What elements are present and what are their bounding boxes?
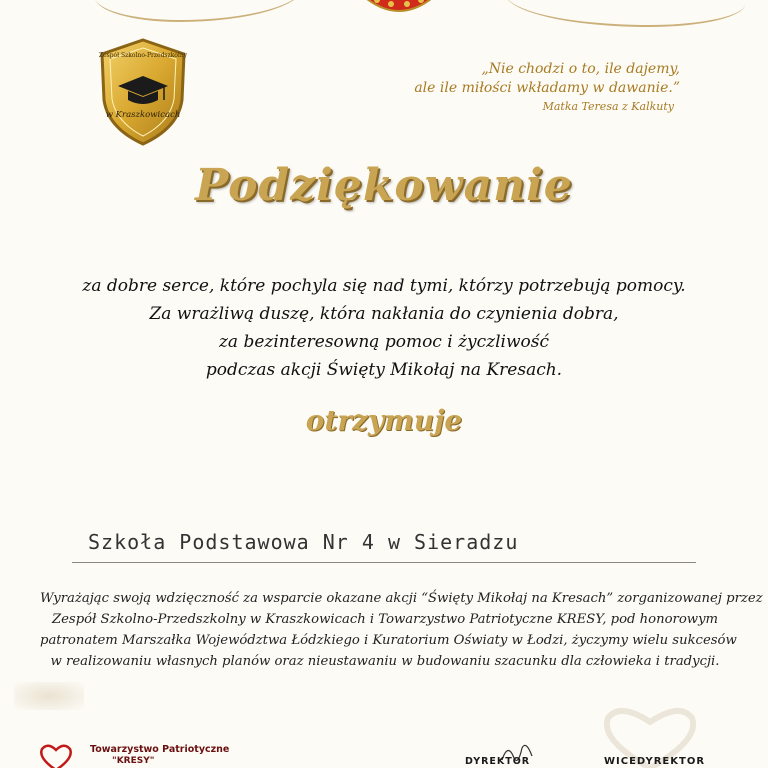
top-left-ribbon-decoration bbox=[95, 0, 305, 22]
recipient-name: Szkoła Podstawowa Nr 4 w Sieradzu bbox=[88, 530, 519, 554]
thanks-line-3: za bezinteresowną pomoc i życzliwość bbox=[218, 332, 550, 352]
recipient-underline bbox=[72, 562, 696, 563]
org-kresy: "KRESY" bbox=[112, 756, 155, 766]
thanks-line-1: za dobre serce, które pochyla się nad tymi, którzy potrzebują pomocy. bbox=[82, 276, 686, 296]
quote-block bbox=[380, 60, 680, 116]
paragraph-line-2: Zespół Szkolno-Przedszkolny w Kraszkowicach i Towarzystwo Patriotyczne KRESY, pod honorowym bbox=[51, 612, 719, 627]
thanks-line-2: Za wrażliwą duszę, która nakłania do czynienia dobra, bbox=[149, 304, 619, 324]
top-right-ribbon-decoration bbox=[505, 0, 745, 27]
page-title: Podziękowanie bbox=[195, 160, 573, 211]
school-emblem bbox=[98, 38, 188, 146]
vice-director-label: WICEDYREKTOR bbox=[604, 756, 706, 767]
gratitude-paragraph bbox=[40, 588, 763, 672]
quote-line-2: ale ile miłości wkładamy w dawanie.” bbox=[414, 80, 680, 96]
receives-label: otrzymuje bbox=[305, 404, 463, 437]
thanks-line-4: podczas akcji Święty Mikołaj na Kresach. bbox=[205, 360, 563, 380]
emblem-top-text: Zespół Szkolno-Przedszkolny bbox=[98, 52, 188, 59]
director-label: DYREKTOR bbox=[465, 756, 531, 767]
org-name: Towarzystwo Patriotyczne bbox=[90, 744, 230, 755]
santa-hat-ornament-icon bbox=[357, 0, 441, 18]
quote-author: Matka Teresa z Kalkuty bbox=[542, 100, 674, 113]
thanks-body bbox=[60, 272, 708, 384]
decorative-smudge bbox=[14, 682, 84, 710]
paragraph-line-3: patronatem Marszałka Województwa Łódzkiego i Kuratorium Oświaty w Łodzi, życzymy wielu sukcesów bbox=[40, 633, 737, 648]
quote-line-1: „Nie chodzi o to, ile dajemy, bbox=[481, 61, 680, 77]
kresy-heart-logo-icon bbox=[36, 742, 76, 768]
paragraph-line-1: Wyrażając swoją wdzięczność za wsparcie okazane akcji “Święty Mikołaj na Kresach” zorganizowanej przez bbox=[40, 591, 763, 606]
paragraph-line-4: w realizowaniu własnych planów oraz nieustawaniu w budowaniu szacunku dla człowieka i tradycji. bbox=[50, 654, 720, 669]
emblem-bottom-text: w Kraszkowicach bbox=[105, 110, 181, 120]
